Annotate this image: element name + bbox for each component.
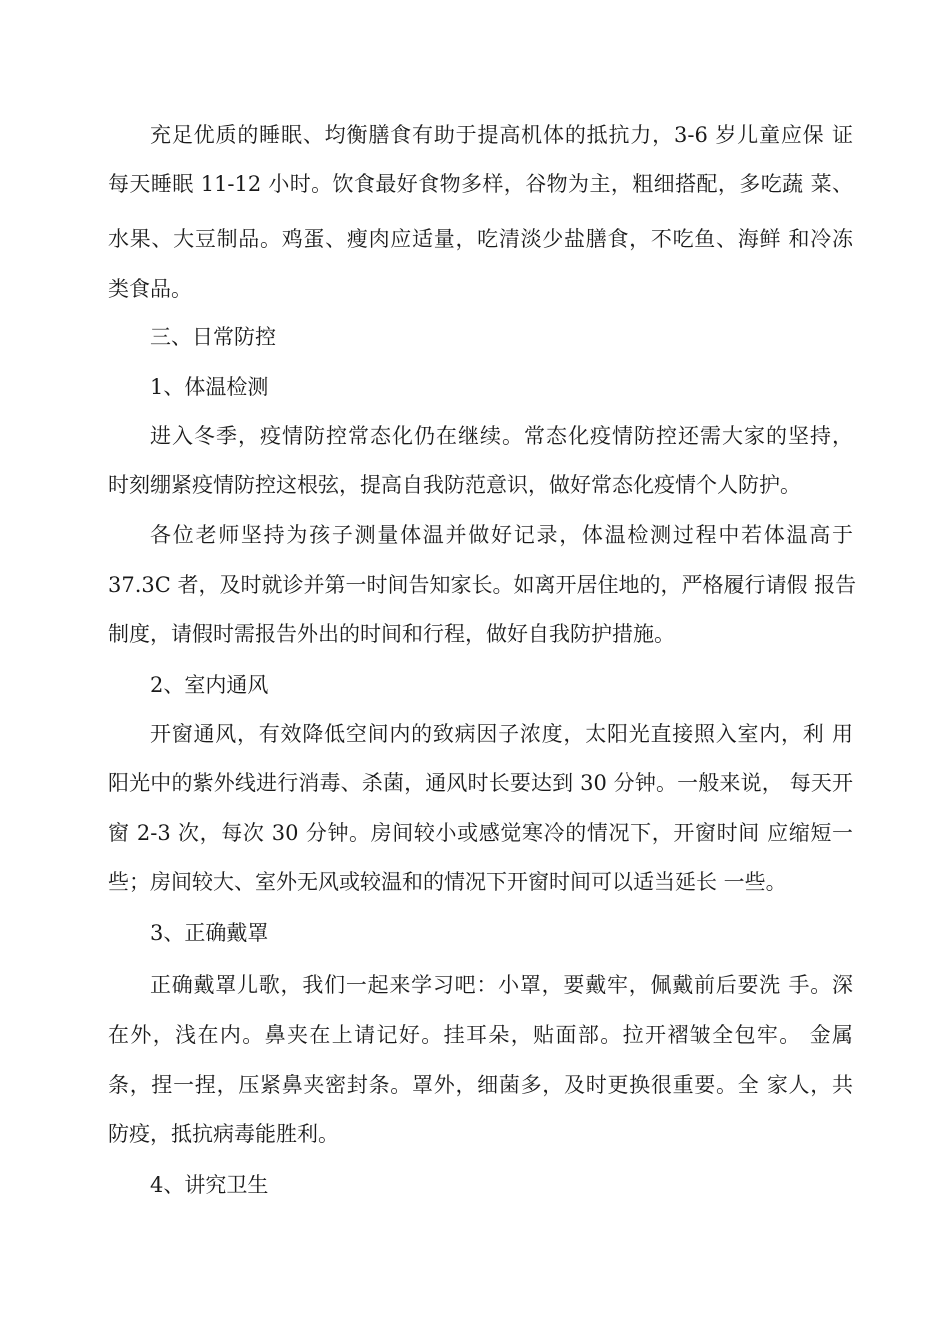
subsection-title-mask: 3、正确戴罩: [150, 921, 269, 945]
paragraph-mask-line: 防疫，抵抗病毒能胜利。: [108, 1122, 339, 1146]
paragraph-sleep-diet-line: 充足优质的睡眠、均衡膳食有助于提高机体的抵抗力，3-6 岁儿童应保 证: [150, 123, 853, 147]
paragraph-mask-line: 条，捏一捏，压紧鼻夹密封条。罩外，细菌多，及时更换很重要。全 家人，共: [108, 1073, 853, 1097]
paragraph-winter-line: 时刻绷紧疫情防控这根弦，提高自我防范意识，做好常态化疫情个人防护。: [108, 473, 801, 497]
subsection-title-ventilation: 2、室内通风: [150, 673, 269, 697]
paragraph-ventilation-line: 阳光中的紫外线进行消毒、杀菌，通风时长要达到 30 分钟。一般来说， 每天开: [108, 771, 853, 795]
paragraph-sleep-diet-line: 类食品。: [108, 277, 192, 301]
paragraph-temperature-line: 37.3C 者，及时就诊并第一时间告知家长。如离开居住地的，严格履行请假 报告: [108, 573, 857, 597]
paragraph-temperature-line: 制度，请假时需报告外出的时间和行程，做好自我防护措施。: [108, 622, 675, 646]
paragraph-winter-line: 进入冬季，疫情防控常态化仍在继续。常态化疫情防控还需大家的坚持，: [150, 424, 853, 448]
section-title-daily-prevention: 三、日常防控: [150, 325, 276, 349]
subsection-title-hygiene: 4、讲究卫生: [150, 1173, 269, 1197]
paragraph-sleep-diet-line: 每天睡眠 11-12 小时。饮食最好食物多样，谷物为主，粗细搭配，多吃蔬 菜、: [108, 172, 853, 196]
paragraph-temperature-line: 各位老师坚持为孩子测量体温并做好记录，体温检测过程中若体温高于: [150, 523, 853, 547]
paragraph-ventilation-line: 窗 2-3 次，每次 30 分钟。房间较小或感觉寒冷的情况下，开窗时间 应缩短一: [108, 821, 853, 845]
paragraph-ventilation-line: 些；房间较大、室外无风或较温和的情况下开窗时间可以适当延长 一些。: [108, 870, 787, 894]
paragraph-mask-line: 正确戴罩儿歌，我们一起来学习吧：小罩，要戴牢，佩戴前后要洗 手。深: [150, 973, 853, 997]
paragraph-sleep-diet-line: 水果、大豆制品。鸡蛋、瘦肉应适量，吃清淡少盐膳食，不吃鱼、海鲜 和冷冻: [108, 227, 853, 251]
paragraph-ventilation-line: 开窗通风，有效降低空间内的致病因子浓度，太阳光直接照入室内，利 用: [150, 722, 853, 746]
subsection-title-temperature: 1、体温检测: [150, 375, 269, 399]
paragraph-mask-line: 在外，浅在内。鼻夹在上请记好。挂耳朵，贴面部。拉开褶皱全包牢。 金属: [108, 1023, 853, 1047]
